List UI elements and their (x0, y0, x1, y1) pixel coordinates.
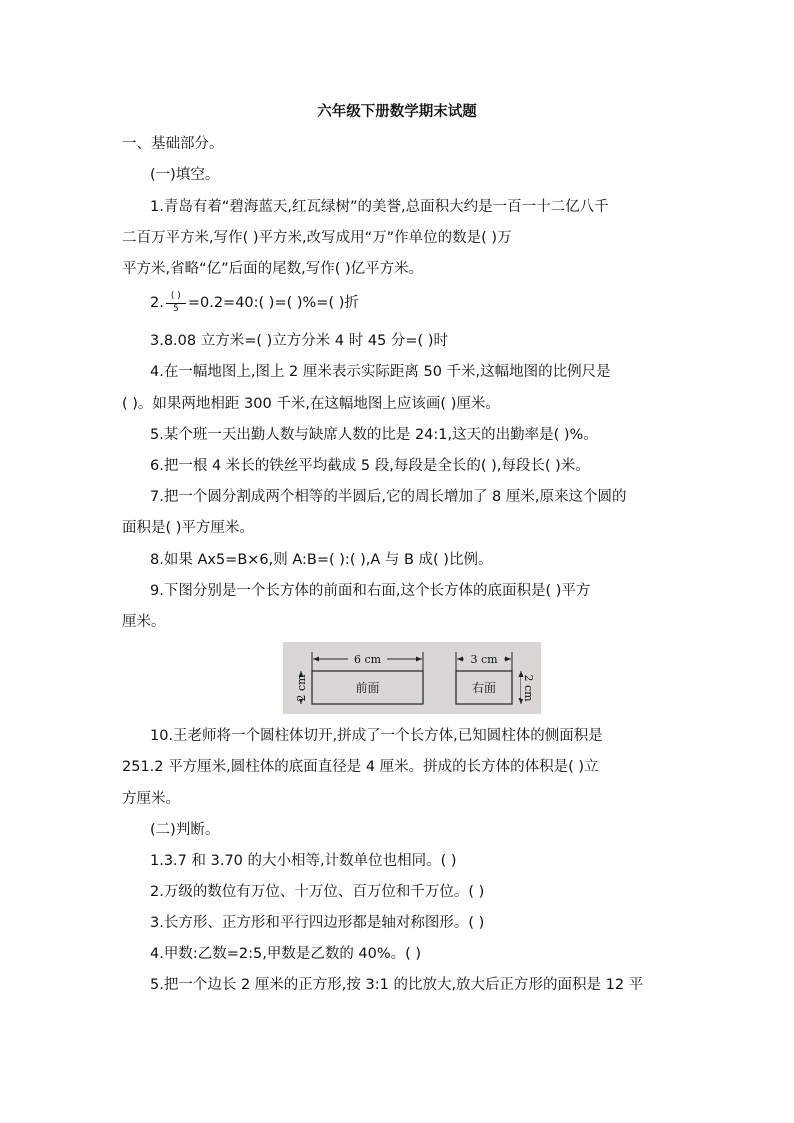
front-height-label: 2 cm (295, 674, 308, 702)
fraction-denominator: 5 (172, 304, 179, 314)
right-height-label: 2 cm (522, 674, 535, 702)
question-5: 5.某个班一天出勤人数与缺席人数的比是 24:1,这天的出勤率是( )%。 (150, 427, 598, 443)
part-heading-fill: (一)填空。 (150, 167, 220, 183)
question-1-line-2: 二百万平方米,写作( )平方米,改写成用“万”作单位的数是( )万 (122, 230, 512, 246)
fraction (164, 293, 188, 313)
question-10-line-1: 10.王老师将一个圆柱体切开,拼成了一个长方体,已知圆柱体的侧面积是 (150, 728, 603, 744)
section-heading: 一、基础部分。 (122, 136, 224, 152)
question-2-number: 2. (150, 295, 164, 311)
fraction-numerator: ( ) (170, 291, 181, 301)
question-2-text: =0.2=40:( )=( )%=( )折 (187, 295, 359, 311)
question-9-line-2: 厘米。 (122, 614, 166, 630)
question-7-line-2: 面积是( )平方厘米。 (122, 520, 254, 536)
question-1-line-3: 平方米,省略“亿”后面的尾数,写作( )亿平方米。 (122, 261, 424, 277)
question-4-line-1: 4.在一幅地图上,图上 2 厘米表示实际距离 50 千米,这幅地图的比例尺是 (150, 364, 611, 380)
right-width-label: 3 cm (470, 653, 498, 666)
front-face-label: 前面 (355, 681, 380, 695)
arrow-right-icon (505, 657, 511, 662)
arrow-left-icon (313, 657, 319, 662)
arrow-right-icon (416, 657, 422, 662)
question-10-line-2: 251.2 平方厘米,圆柱体的底面直径是 4 厘米。拼成的长方体的体积是( )立 (122, 759, 599, 775)
cuboid-faces-figure (283, 642, 541, 714)
front-width-label: 6 cm (353, 653, 382, 666)
question-4-line-2: ( )。如果两地相距 300 千米,在这幅地图上应该画( )厘米。 (122, 396, 500, 412)
question-10-line-3: 方厘米。 (122, 791, 180, 807)
question-2 (150, 293, 359, 313)
question-8: 8.如果 Ax5=B×6,则 A:B=( ):( ),A 与 B 成( )比例。 (150, 552, 493, 568)
question-6: 6.把一根 4 米长的铁丝平均截成 5 段,每段是全长的( ),每段长( )米。 (150, 458, 590, 474)
page-title: 六年级下册数学期末试题 (317, 104, 477, 120)
question-3: 3.8.08 立方米=( )立方分米 4 时 45 分=( )时 (150, 333, 448, 349)
judge-5: 5.把一个边长 2 厘米的正方形,按 3:1 的比放大,放大后正方形的面积是 12 平 (150, 977, 644, 993)
judge-3: 3.长方形、正方形和平行四边形都是轴对称图形。( ) (150, 915, 485, 931)
question-1-line-1: 1.青岛有着“碧海蓝天,红瓦绿树”的美誉,总面积大约是一百一十二亿八千 (150, 199, 609, 215)
right-face-label: 右面 (471, 681, 497, 695)
judge-2: 2.万级的数位有万位、十万位、百万位和千万位。( ) (150, 884, 485, 900)
arrow-left-icon (457, 657, 463, 662)
question-9-line-1: 9.下图分别是一个长方体的前面和右面,这个长方体的底面积是( )平方 (150, 583, 591, 599)
figure-drawing (283, 642, 541, 714)
judge-4: 4.甲数:乙数=2:5,甲数是乙数的 40%。( ) (150, 946, 422, 962)
question-7-line-1: 7.把一个圆分割成两个相等的半圆后,它的周长增加了 8 厘米,原来这个圆的 (150, 489, 627, 505)
judge-1: 1.3.7 和 3.70 的大小相等,计数单位也相同。( ) (150, 853, 457, 869)
part-heading-judge: (二)判断。 (150, 822, 220, 838)
